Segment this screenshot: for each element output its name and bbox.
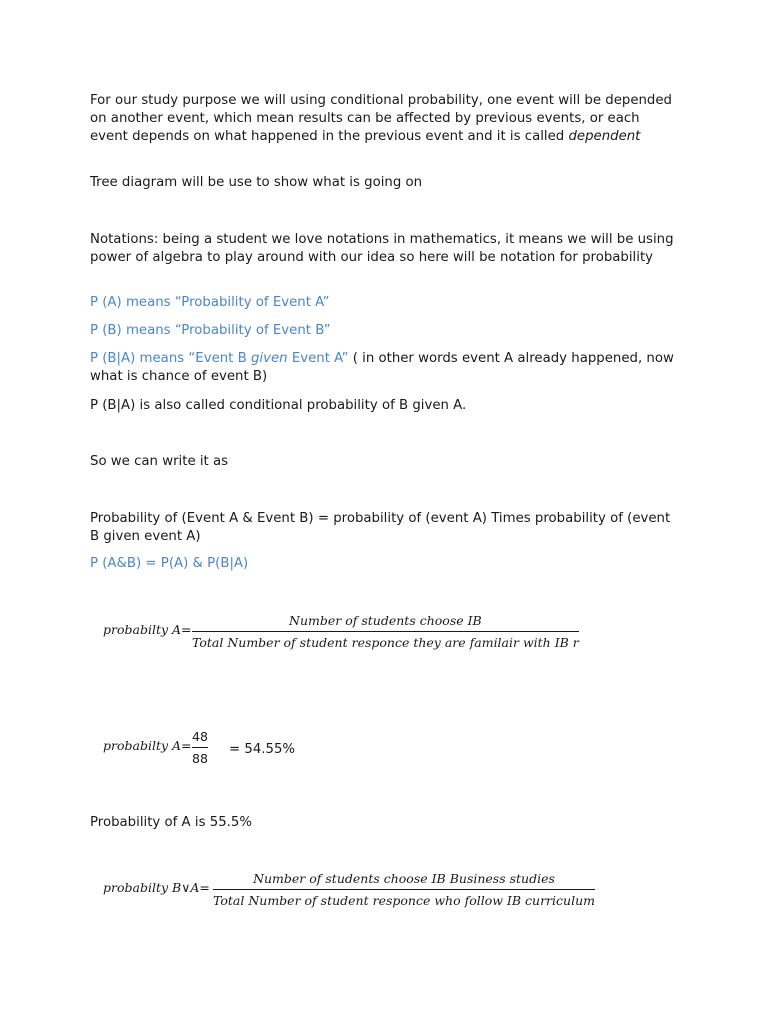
probability-a-is-line: Probability of A is 55.5% <box>90 815 252 830</box>
eq3-numerator: Number of students choose IB Business studies <box>253 871 555 886</box>
eq2-denominator: 88 <box>192 747 208 766</box>
intro-paragraph <box>90 92 680 146</box>
eq2-result: = 54.55% <box>229 742 296 757</box>
eq3-lhs-b: A= <box>190 880 210 895</box>
eq3-lhs <box>103 880 210 895</box>
notation-pba <box>90 350 680 386</box>
eq3-lhs-symbol: ∨ <box>181 880 191 895</box>
notation-pba-rest: ( in other words event A already happened, now what is chance of event B) <box>90 351 674 384</box>
intro-text: For our study purpose we will using conditional probability, one event will be depended on another event, which mean results can be affected by previous events, or each event depends on what happened in the previous event and it is called <box>90 93 672 144</box>
notation-pba-given: given <box>250 351 288 366</box>
notations-paragraph: Notations: being a student we love notations in mathematics, it means we will be using power of algebra to play around with our idea so here will be notation for probability <box>90 232 674 265</box>
probability-ab-formula: P (A&B) = P(A) & P(B|A) <box>90 556 249 571</box>
tree-diagram-line: Tree diagram will be use to show what is going on <box>90 175 423 190</box>
notation-pba-end: Event A” <box>287 351 349 366</box>
write-as-line: So we can write it as <box>90 454 229 469</box>
notation-pb: P (B) means “Probability of Event B” <box>90 323 331 338</box>
eq1-numerator: Number of students choose IB <box>289 613 482 628</box>
eq3-denominator: Total Number of student responce who follow IB curriculum <box>213 889 595 908</box>
eq1-lhs: probabilty A= <box>103 622 192 637</box>
probability-ab-text: Probability of (Event A & Event B) = probability of (event A) Times probability of (event B given event A) <box>90 511 671 544</box>
notation-pa: P (A) means “Probability of Event A” <box>90 295 330 310</box>
eq2-lhs: probabilty A= <box>103 738 192 753</box>
conditional-probability-line: P (B|A) is also called conditional probability of B given A. <box>90 398 467 413</box>
eq3-fraction <box>213 871 595 908</box>
eq3-lhs-a: probabilty B <box>103 880 182 895</box>
eq2-numerator: 48 <box>192 729 208 744</box>
notation-pba-start: P (B|A) means “Event B <box>90 351 251 366</box>
eq2-fraction <box>192 729 208 766</box>
intro-emphasis: dependent <box>568 129 641 144</box>
eq1-fraction <box>192 613 579 650</box>
eq1-denominator: Total Number of student responce they are familair with IB r <box>192 631 579 650</box>
